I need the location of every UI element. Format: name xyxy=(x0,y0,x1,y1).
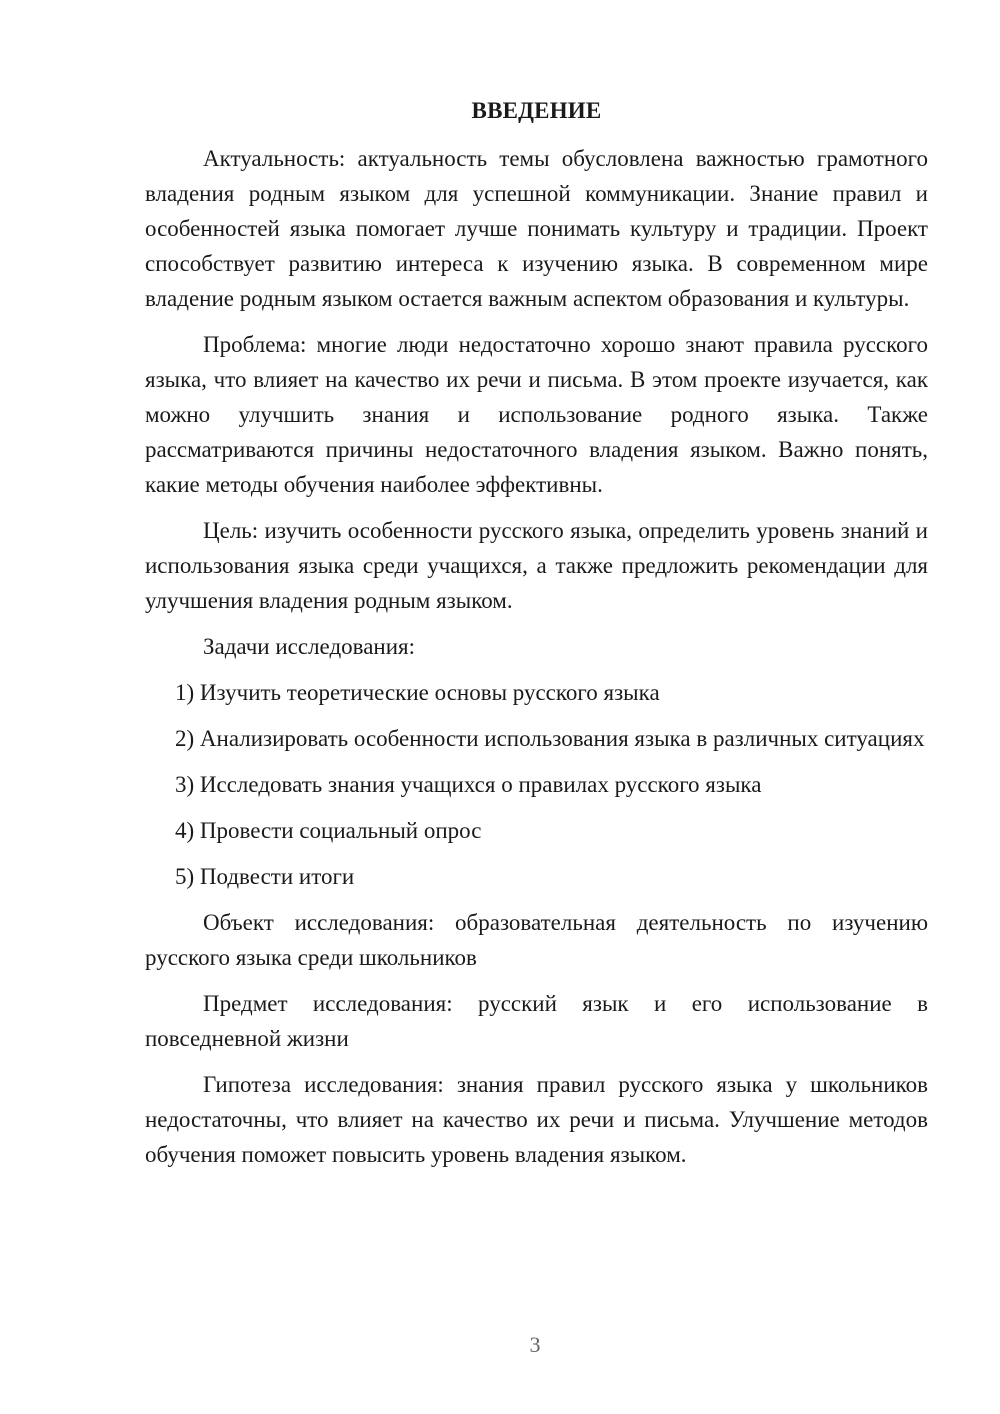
tasks-heading: Задачи исследования: xyxy=(203,634,416,659)
task-item-1: 1) Изучить теоретические основы русского языка xyxy=(175,680,660,705)
document-page xyxy=(145,93,928,1183)
page-number: 3 xyxy=(529,1332,541,1357)
task-item-5: 5) Подвести итоги xyxy=(175,864,355,889)
section-title: ВВЕДЕНИЕ xyxy=(471,98,602,123)
task-item-4: 4) Провести социальный опрос xyxy=(175,818,482,843)
hypothesis-paragraph: Гипотеза исследования: знания правил русского языка у школьников недостаточны, что влияет на качество их речи и письма. Улучшение методов обучения поможет повысить уровень владения языком. xyxy=(145,1072,928,1167)
task-item-3: 3) Исследовать знания учащихся о правилах русского языка xyxy=(175,772,762,797)
task-item-2: 2) Анализировать особенности использования языка в различных ситуациях xyxy=(175,726,925,751)
subject-paragraph: Предмет исследования: русский язык и его использование в повседневной жизни xyxy=(145,991,928,1051)
goal-paragraph: Цель: изучить особенности русского языка, определить уровень знаний и использования языка среди учащихся, а также предложить рекомендации для улучшения владения родным языком. xyxy=(145,518,928,613)
object-paragraph: Объект исследования: образовательная деятельность по изучению русского языка среди школьников xyxy=(145,910,928,970)
problem-paragraph: Проблема: многие люди недостаточно хорошо знают правила русского языка, что влияет на качество их речи и письма. В этом проекте изучается, как можно улучшить знания и использование родного языка. Также рассматриваются причины недостаточного владения языком. Важно понять, какие методы обучения наиболее эффективны. xyxy=(145,332,928,497)
relevance-paragraph: Актуальность: актуальность темы обусловлена важностью грамотного владения родным языком для успешной коммуникации. Знание правил и особенностей языка помогает лучше понимать культуру и традиции. Проект способствует развитию интереса к изучению языка. В современном мире владение родным языком остается важным аспектом образования и культуры. xyxy=(145,146,928,311)
